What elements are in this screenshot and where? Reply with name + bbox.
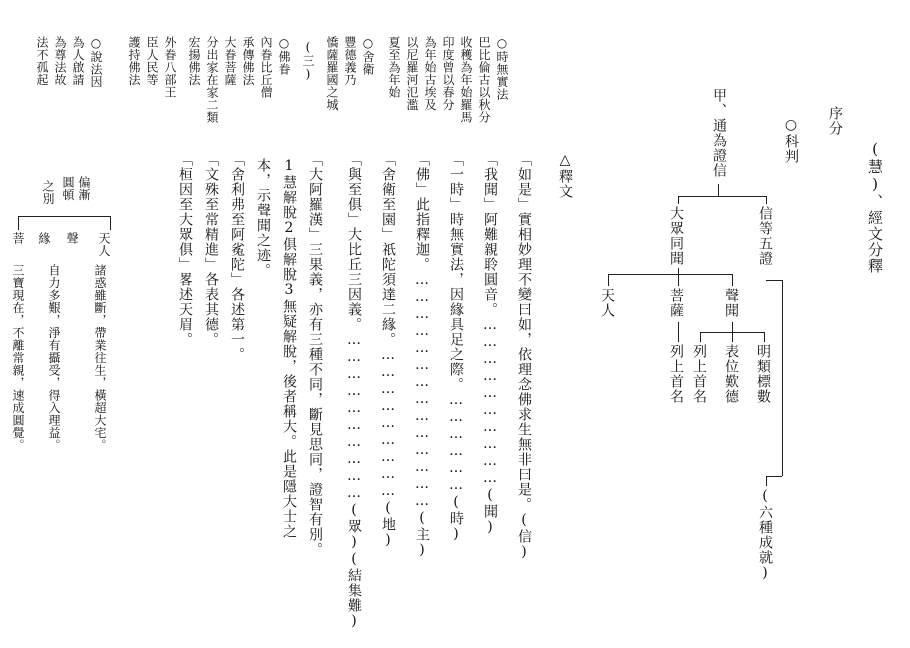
tree-line: [678, 196, 766, 197]
note-line: 巴比倫古以秋分: [477, 36, 491, 124]
note-line: 為年始古埃及: [423, 36, 437, 111]
note-line: ○時無實法: [495, 36, 509, 101]
note-line: 大眷菩薩: [223, 36, 237, 86]
shiwen-line: 「一時」時無實法，因緣具足之際。………………(時): [448, 152, 464, 543]
tree-da-zhong: 大眾同聞: [668, 206, 684, 266]
tree-line: [678, 274, 679, 286]
tree-line: [678, 322, 679, 342]
note-line: 宏揚佛法: [187, 36, 201, 86]
tree-line: [18, 216, 19, 230]
tree2-pian-jian: 偏漸: [77, 176, 91, 201]
shiwen-line: 「我聞」阿難親聆圓音。…………………………(聞): [482, 152, 498, 536]
tree-xin-deng: 信等五證: [757, 206, 773, 266]
tree2-yuan: 緣: [37, 232, 51, 245]
tree2-zhi-bie: 之別: [41, 180, 55, 205]
note-line: 憍薩羅國之城: [325, 36, 339, 111]
tree-pu-sa: 菩薩: [668, 288, 684, 318]
note-line: 臣人民等: [145, 36, 159, 86]
shiwen-line: 「與至俱」大比丘三因義。…………………………(眾)(結集難): [346, 152, 362, 630]
note-line: 以尼羅河氾濫: [405, 36, 419, 111]
aluohan-line: 「文殊至常精進」各表其德。: [203, 152, 219, 347]
tree-sheng-wen: 聲聞: [723, 288, 739, 318]
tree-line: [110, 216, 111, 230]
tree2-desc-2: 自力多艱，淨有攝受，得入理益。: [47, 264, 61, 452]
note-line: 收穫為年始羅馬: [459, 36, 473, 124]
note-line: ○佛眷: [277, 36, 291, 76]
kepan-label: ○科判: [783, 117, 799, 164]
tree-line: [18, 216, 110, 217]
tree2-desc-1: 諸惑雖斷，帶業往生，橫超大宅。: [93, 264, 107, 452]
note-line: 豐德義乃: [343, 36, 357, 86]
tree-line: [732, 274, 733, 286]
aluohan-line: 1慧解脫2俱解脫3無疑解脫，後者稱大。此是隱大士之: [281, 158, 297, 539]
tree-lie-shang-1: 列上首名: [691, 344, 707, 404]
tree-line: [766, 280, 782, 281]
intro-label: 序分: [827, 106, 843, 136]
tree2-pu: 菩: [11, 232, 25, 245]
note-line: ○舍衛: [361, 36, 375, 76]
aluohan-line: 本，示聲聞之迹。: [255, 158, 271, 278]
tree-biao-wei: 表位歎德: [723, 344, 739, 404]
aluohan-line: 「桓因至大眾俱」畧述天眉。: [177, 152, 193, 347]
note-line: 夏至為年始: [387, 36, 401, 99]
tree2-sheng: 聲: [65, 232, 79, 245]
shiwen-title: △釋文: [557, 152, 573, 199]
note-line: 護持佛法: [127, 36, 141, 86]
tree-jia: 甲、通為證信: [711, 88, 727, 178]
tree-line: [700, 332, 701, 342]
tree-lie-shang-2: 列上首名: [668, 344, 684, 404]
tree-line: [678, 196, 679, 204]
note-line: ○說法因: [89, 36, 103, 88]
note-line: 為人啟請: [71, 36, 85, 86]
note-line: 分出家在家二類: [205, 36, 219, 124]
tree-line: [766, 476, 767, 486]
tree2-tian-ren: 天人: [97, 232, 111, 257]
tree-line: [766, 476, 782, 477]
tree-line: [718, 184, 719, 196]
tree2-desc-3: 三寶現在，不離常親，速成圓覺。: [11, 264, 25, 452]
tree2-yuan-dun: 圓頓: [61, 176, 75, 201]
note-number: (三): [301, 40, 315, 82]
note-line: 內眷比丘僧: [259, 36, 273, 99]
tree-line: [732, 322, 733, 332]
aluohan-line: 「大阿羅漢」三果義，亦有三種不同，斷見思同，證智有別。: [307, 152, 323, 557]
note-line: 印度曾以春分: [441, 36, 455, 111]
tree-tian-ren: 天人: [599, 288, 615, 318]
note-line: 為尊法故: [53, 36, 67, 86]
tree-line: [766, 196, 767, 204]
tree-line: [608, 274, 609, 286]
shiwen-line: 「佛」此指釋迦。……………………………………(主): [414, 152, 430, 559]
tree-ming-lei: 明類標數: [755, 344, 771, 404]
tree-line: [764, 332, 765, 342]
tree-line: [732, 332, 733, 342]
note-line: 法不孤起: [35, 36, 49, 86]
tree-liu-zhong: (六種成就): [757, 488, 773, 582]
shiwen-line: 「舍衛至園」祇陀須達二緣。………………………(地): [380, 152, 396, 549]
aluohan-line: 「舍利弗至阿㝹陀」各述第一。: [229, 152, 245, 362]
shiwen-line: 「如是」實相妙理不變曰如，依理念佛求生無非曰是。(信): [516, 152, 532, 561]
tree-line: [608, 274, 732, 275]
tree-line: [782, 280, 783, 476]
note-line: 外眷八部王: [163, 36, 177, 99]
note-line: 承傳佛法: [241, 36, 255, 86]
section-heading: (慧)、經文分釋: [866, 140, 884, 274]
